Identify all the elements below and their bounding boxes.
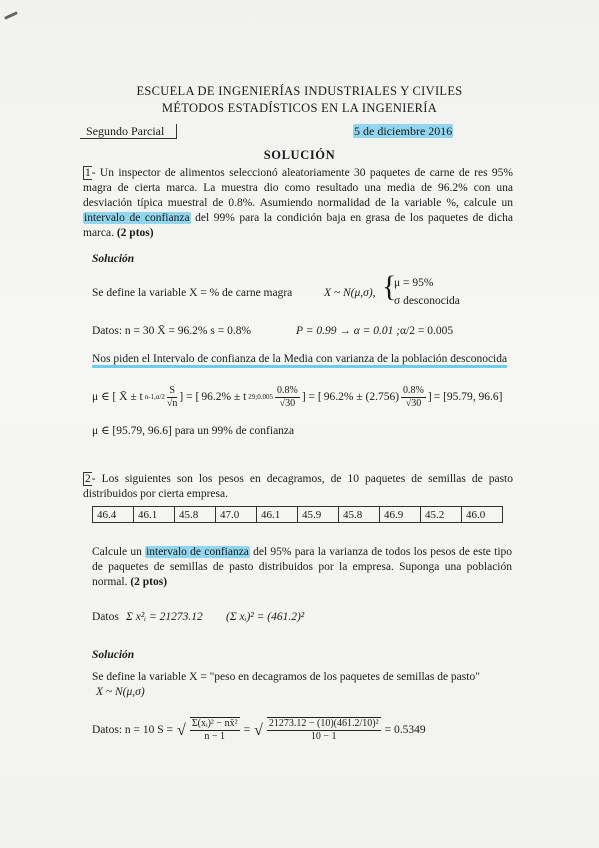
q2-distribution: X ~ N(μ,σ)	[96, 686, 145, 698]
pen-mark	[4, 11, 18, 20]
weight-cell: 46.4	[93, 507, 134, 523]
q1-final-answer: μ ∈ [95.79, 96.6] para un 99% de confianza	[92, 425, 295, 437]
weight-cell: 46.9	[380, 507, 421, 523]
question-2: 2- Los siguientes son los pesos en decagramos, de 10 paquetes de semillas de pasto distribuidos por cierta empresa.	[83, 473, 513, 500]
solution-title: SOLUCIÓN	[263, 148, 336, 162]
q1-alpha-half: α/2 = 0.005	[400, 325, 454, 337]
weight-cell: 45.9	[298, 507, 339, 523]
q1-distribution: X ~ N(μ,σ),	[324, 287, 376, 299]
brace: {	[382, 270, 397, 303]
q1-solution-heading: Solución	[92, 253, 135, 265]
q1-mu: μ = 95%	[394, 277, 434, 289]
q2-sum-x: (Σ xᵢ)² = (461.2)²	[226, 611, 305, 623]
exam-label-bracket	[80, 124, 177, 139]
weights-table	[92, 506, 503, 523]
weight-cell: 46.1	[257, 507, 298, 523]
question-2-number: 2	[85, 473, 91, 485]
q2-variable-definition: Se define la variable X = "peso en decagramos de los paquetes de semillas de pasto"	[92, 671, 480, 683]
weight-cell: 45.8	[339, 507, 380, 523]
exam-date: 5 de diciembre 2016	[354, 124, 453, 138]
weight-cell: 45.2	[421, 507, 462, 523]
q2-std-dev-formula: Datos: n = 10 S = √ $\frac{\text{Σ(xᵢ)² − nx̄²}}{n - 1}$ = √ $\frac{\text{21273.12 − (10)(461.2/10)²}}{10 - 1}$ = 0.5349	[92, 718, 426, 742]
course-title: MÉTODOS ESTADÍSTICOS EN LA INGENIERÍA	[161, 101, 438, 115]
q2-solution-heading: Solución	[92, 649, 135, 661]
question-1-number: 1	[85, 167, 91, 179]
question-1: 1- Un inspector de alimentos seleccionó aleatoriamente 30 paquetes de carne de res 95% magra de cierta marca. La muestra dio como resultado una media de 96.2% con una desviación típica muestral de 0.8%. Asumiendo normalidad de la variable %, calcule un intervalo de confianza del 99% para la condición baja en grasa de los paquetes de dicha marca. (2 ptos)	[83, 167, 514, 239]
q1-data: Datos: n = 30 X̄ = 96.2% s = 0.8%	[92, 325, 252, 337]
q1-variable-definition: Se define la variable X = % de carne magra	[92, 287, 293, 299]
weight-cell: 46.0	[462, 507, 503, 523]
weight-cell: 45.8	[175, 507, 216, 523]
exam-label: Segundo Parcial	[86, 124, 165, 138]
q1-request: Nos piden el Intervalo de confianza de la Media con varianza de la población desconocida	[92, 352, 507, 367]
weight-cell: 46.1	[134, 507, 175, 523]
school-title: ESCUELA DE INGENIERÍAS INDUSTRIALES Y CIVILES	[136, 84, 463, 98]
q2-sum-squares: Σ x²ᵢ = 21273.12	[126, 611, 203, 623]
q2-instruction: Calcule un intervalo de confianza del 95% para la varianza de todos los pesos de este tipo de paquetes de semillas de pasto distribuidos por la empresa. Suponga una población normal. (2 ptos)	[92, 546, 513, 588]
q1-p-alpha: P = 0.99 → α = 0.01 ;	[296, 325, 401, 337]
weight-cell: 47.0	[216, 507, 257, 523]
q1-interval-formula: μ ∈ [ X̄ ± t n-1,α/2 $\frac{S}{√n}$ ] = [ 96.2% ± t 29;0.005 $\frac{0.8\%}{√30}$ ] = [ 96.2% ± (2.756) $\frac{0.8\%}{√30}$ ] = [95.79, 96.6]	[92, 384, 503, 409]
q2-data-label: Datos	[92, 611, 119, 623]
q1-sigma: σ desconocida	[394, 295, 460, 307]
